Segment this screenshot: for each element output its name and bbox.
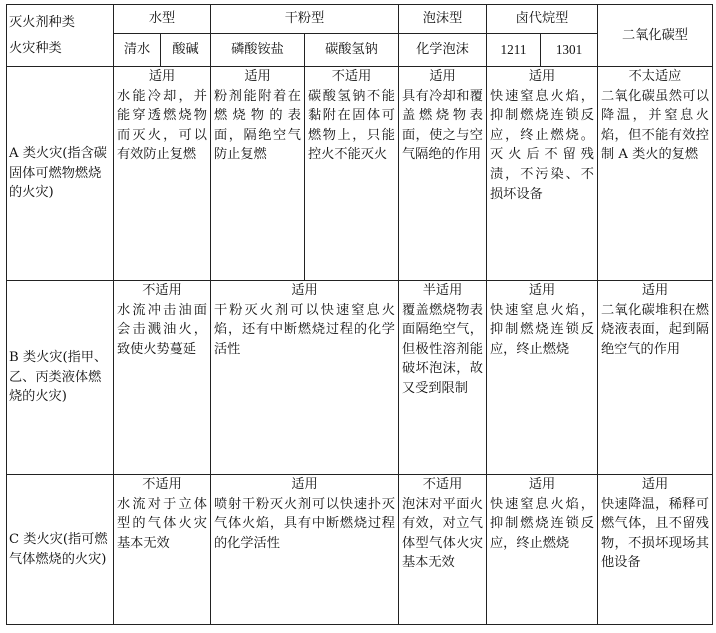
- desc-b-co2: 二氧化碳堆积在燃烧液表面，起到隔绝空气的作用: [601, 302, 709, 357]
- cell-b-halon: [487, 281, 598, 475]
- cell-a-sodium-bicarbonate: [305, 67, 399, 281]
- verdict-c-dry-powder: 适用: [291, 477, 318, 492]
- header-row-groups: [7, 5, 713, 34]
- verdict-b-water: 不适用: [142, 283, 182, 298]
- corner-label-agent-type: 灭火剂种类: [9, 14, 75, 30]
- desc-b-water: 水流冲击油面会击溅油火，致使火势蔓延: [117, 302, 207, 357]
- row-label-class-c: C 类火灾(指可燃气体燃烧的火灾): [7, 475, 114, 625]
- sub-header-halon-1301: 1301: [541, 34, 598, 67]
- verdict-b-halon: 适用: [528, 283, 556, 298]
- sub-header-sodium-bicarbonate: 碳酸氢钠: [305, 34, 399, 67]
- verdict-b-dry-powder: 适用: [291, 283, 318, 298]
- group-header-water: 水型: [114, 5, 211, 34]
- cell-c-water: [114, 475, 211, 625]
- desc-b-foam: 覆盖燃烧物表面隔绝空气，但极性溶剂能破坏泡沫，故又受到限制: [402, 302, 483, 396]
- cell-b-dry-powder: [211, 281, 399, 475]
- verdict-a-sodium-bicarbonate: 不适用: [331, 69, 372, 84]
- desc-a-foam: 具有冷却和覆盖燃烧物表面，使之与空气隔绝的作用: [402, 88, 483, 163]
- cell-a-co2: [598, 67, 713, 281]
- cell-b-foam: [399, 281, 487, 475]
- desc-a-halon: 快速窒息火焰，抑制燃烧连锁反应，终止燃烧。灭火后不留残渍，不污染、不损坏设备: [490, 88, 594, 202]
- desc-c-halon: 快速窒息火焰，抑制燃烧连锁反应，终止燃烧: [490, 496, 594, 551]
- cell-a-foam: [399, 67, 487, 281]
- desc-a-sodium-bicarbonate: 碳酸氢钠不能黏附在固体可燃物上，只能控火不能灭火: [308, 88, 395, 163]
- cell-b-water: [114, 281, 211, 475]
- sub-header-ammonium-phosphate: 磷酸铵盐: [211, 34, 305, 67]
- sub-header-chemical-foam: 化学泡沫: [399, 34, 487, 67]
- table-row-class-c: [7, 475, 713, 625]
- desc-a-ammonium-phosphate: 粉剂能附着在燃烧物的表面，隔绝空气防止复燃: [214, 88, 301, 163]
- cell-c-halon: [487, 475, 598, 625]
- verdict-a-halon: 适用: [528, 69, 556, 84]
- group-header-foam: 泡沫型: [399, 5, 487, 34]
- desc-c-foam: 泡沫对平面火有效，对立气体型气体火灾基本无效: [402, 496, 483, 571]
- desc-c-dry-powder: 喷射干粉灭火剂可以快速扑灭气体火焰，具有中断燃烧过程的化学活性: [214, 496, 395, 551]
- extinguisher-applicability-table: [6, 4, 713, 625]
- verdict-a-water: 适用: [148, 69, 176, 84]
- cell-a-ammonium-phosphate: [211, 67, 305, 281]
- verdict-a-co2: 不太适应: [628, 69, 682, 84]
- group-header-co2: 二氧化碳型: [598, 5, 713, 67]
- desc-a-water: 水能冷却，并能穿透燃烧物而灭火，可以有效防止复燃: [117, 88, 207, 163]
- desc-a-co2: 二氧化碳虽然可以降温，并窒息火焰，但不能有效控制 A 类火的复燃: [601, 88, 709, 163]
- corner-label-fire-type: 火灾种类: [9, 40, 62, 56]
- desc-c-water: 水流对于立体型的气体火灾基本无效: [117, 496, 207, 551]
- verdict-c-foam: 不适用: [422, 477, 463, 492]
- group-header-halon: 卤代烷型: [487, 5, 598, 34]
- cell-b-co2: [598, 281, 713, 475]
- cell-a-halon: [487, 67, 598, 281]
- verdict-b-foam: 半适用: [422, 283, 463, 298]
- verdict-b-co2: 适用: [641, 283, 669, 298]
- sub-header-clear-water: 清水: [114, 34, 161, 67]
- desc-b-dry-powder: 干粉灭火剂可以快速窒息火焰，还有中断燃烧过程的化学活性: [214, 302, 395, 357]
- sub-header-halon-1211: 1211: [487, 34, 541, 67]
- row-label-class-a: A 类火灾(指含碳固体可燃物燃烧的火灾): [7, 67, 114, 281]
- cell-a-water: [114, 67, 211, 281]
- row-label-class-b: B 类火灾(指甲、乙、丙类液体燃烧的火灾): [7, 281, 114, 475]
- table-row-class-b: [7, 281, 713, 475]
- table-row-class-a: [7, 67, 713, 281]
- sub-header-acid-alkali: 酸碱: [161, 34, 211, 67]
- verdict-c-halon: 适用: [528, 477, 556, 492]
- verdict-c-co2: 适用: [641, 477, 669, 492]
- corner-header-cell: [7, 5, 114, 67]
- cell-c-dry-powder: [211, 475, 399, 625]
- cell-c-foam: [399, 475, 487, 625]
- verdict-a-ammonium-phosphate: 适用: [244, 69, 271, 84]
- cell-c-co2: [598, 475, 713, 625]
- verdict-c-water: 不适用: [142, 477, 182, 492]
- group-header-dry-powder: 干粉型: [211, 5, 399, 34]
- verdict-a-foam: 适用: [429, 69, 456, 84]
- desc-c-co2: 快速降温，稀释可燃气体，且不留残物，不损坏现场其他设备: [601, 496, 709, 571]
- desc-b-halon: 快速窒息火焰，抑制燃烧连锁反应，终止燃烧: [490, 302, 594, 357]
